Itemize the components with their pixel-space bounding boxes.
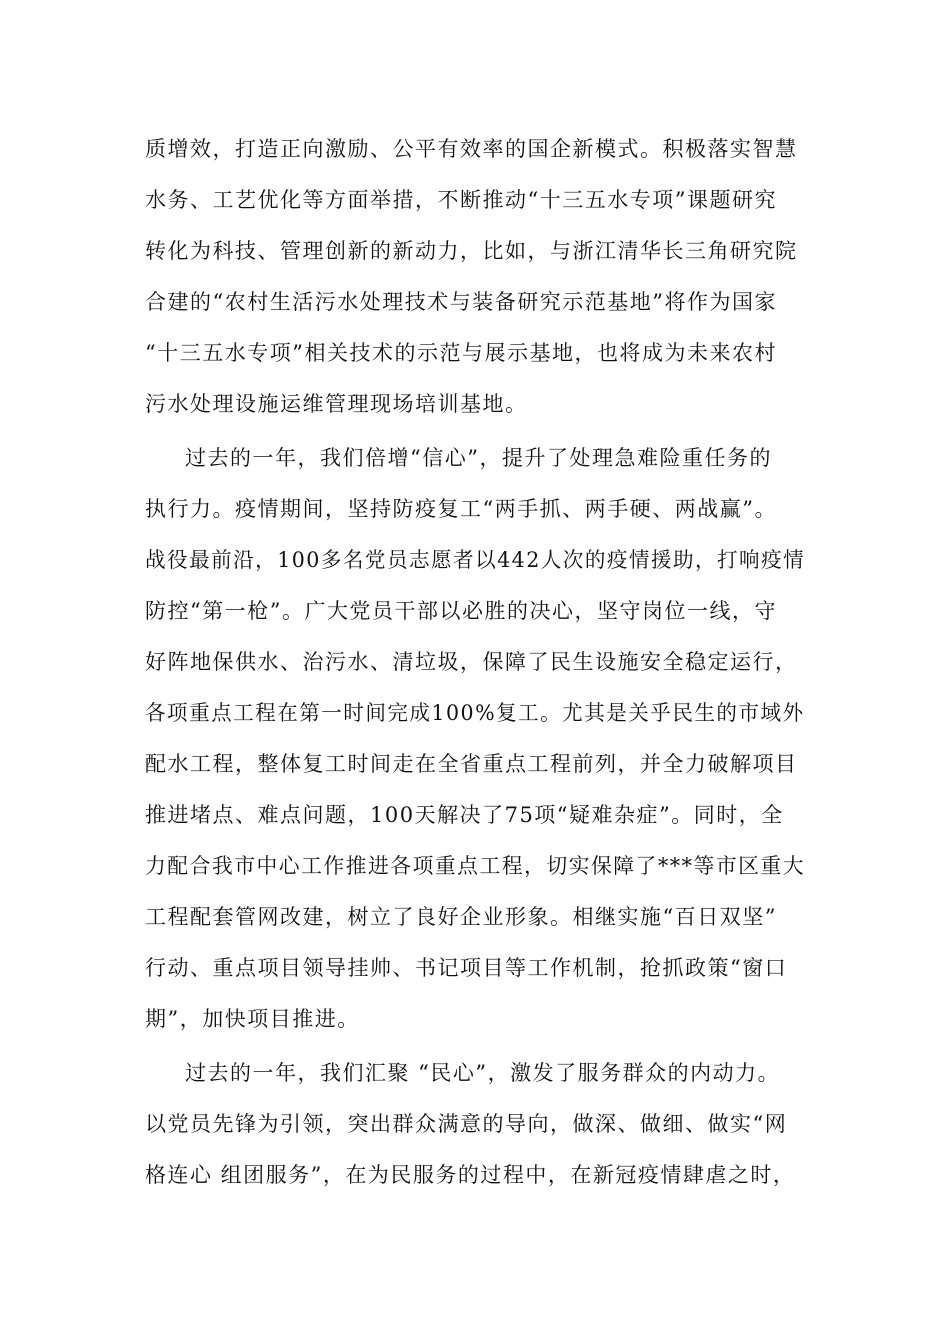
paragraph-2-line-10: 工程配套管网改建，树立了良好企业形象。相继实施“百日双坚” — [145, 905, 777, 929]
paragraph-3-line-3: 格连心 组团服务”，在为民服务的过程中，在新冠疫情肆虐之时， — [145, 1163, 796, 1187]
paragraph-2-line-11: 行动、重点项目领导挂帅、书记项目等工作机制，抢抓政策“窗口 — [145, 956, 788, 980]
paragraph-1-line-5: “十三五水专项”相关技术的示范与展示基地，也将成为未来农村 — [145, 341, 777, 365]
paragraph-2-line-8: 推进堵点、难点问题，100天解决了75项“疑难杂症”。同时，全 — [145, 803, 784, 827]
paragraph-1-line-2: 水务、工艺优化等方面举措，不断推动“十三五水专项”课题研究 — [145, 188, 777, 212]
paragraph-2-line-4: 防控“第一枪”。广大党员干部以必胜的决心，坚守岗位一线，守 — [145, 599, 777, 623]
paragraph-1-line-3: 转化为科技、管理创新的新动力，比如，与浙江清华长三角研究院 — [145, 239, 798, 263]
paragraph-3-line-2: 以党员先锋为引领，突出群众满意的导向，做深、做细、做实“网 — [145, 1112, 788, 1136]
paragraph-1-line-6: 污水处理设施运维管理现场培训基地。 — [145, 392, 528, 416]
paragraph-2-line-7: 配水工程，整体复工时间走在全省重点工程前列，并全力破解项目 — [145, 752, 798, 776]
paragraph-2-line-6: 各项重点工程在第一时间完成100%复工。尤其是关乎民生的市域外 — [145, 701, 805, 725]
paragraph-2-line-3: 战役最前沿，100多名党员志愿者以442人次的疫情援助，打响疫情 — [145, 548, 806, 572]
paragraph-2-line-5: 好阵地保供水、治污水、清垃圾，保障了民生设施安全稳定运行， — [145, 650, 798, 674]
paragraph-3-line-1: 过去的一年，我们汇聚 “民心”，激发了服务群众的内动力。 — [185, 1061, 781, 1085]
paragraph-2-line-9: 力配合我市中心工作推进各项重点工程，切实保障了***等市区重大 — [145, 854, 806, 878]
paragraph-2-line-1: 过去的一年，我们倍增“信心”，提升了处理急难险重任务的 — [185, 446, 772, 470]
paragraph-1-line-1: 质增效，打造正向激励、公平有效率的国企新模式。积极落实智慧 — [145, 137, 798, 161]
paragraph-2-line-12: 期”，加快项目推进。 — [145, 1007, 360, 1031]
paragraph-2-line-2: 执行力。疫情期间，坚持防疫复工“两手抓、两手硬、两战赢”。 — [145, 497, 777, 521]
paragraph-1-line-4: 合建的“农村生活污水处理技术与装备研究示范基地”将作为国家 — [145, 290, 777, 314]
